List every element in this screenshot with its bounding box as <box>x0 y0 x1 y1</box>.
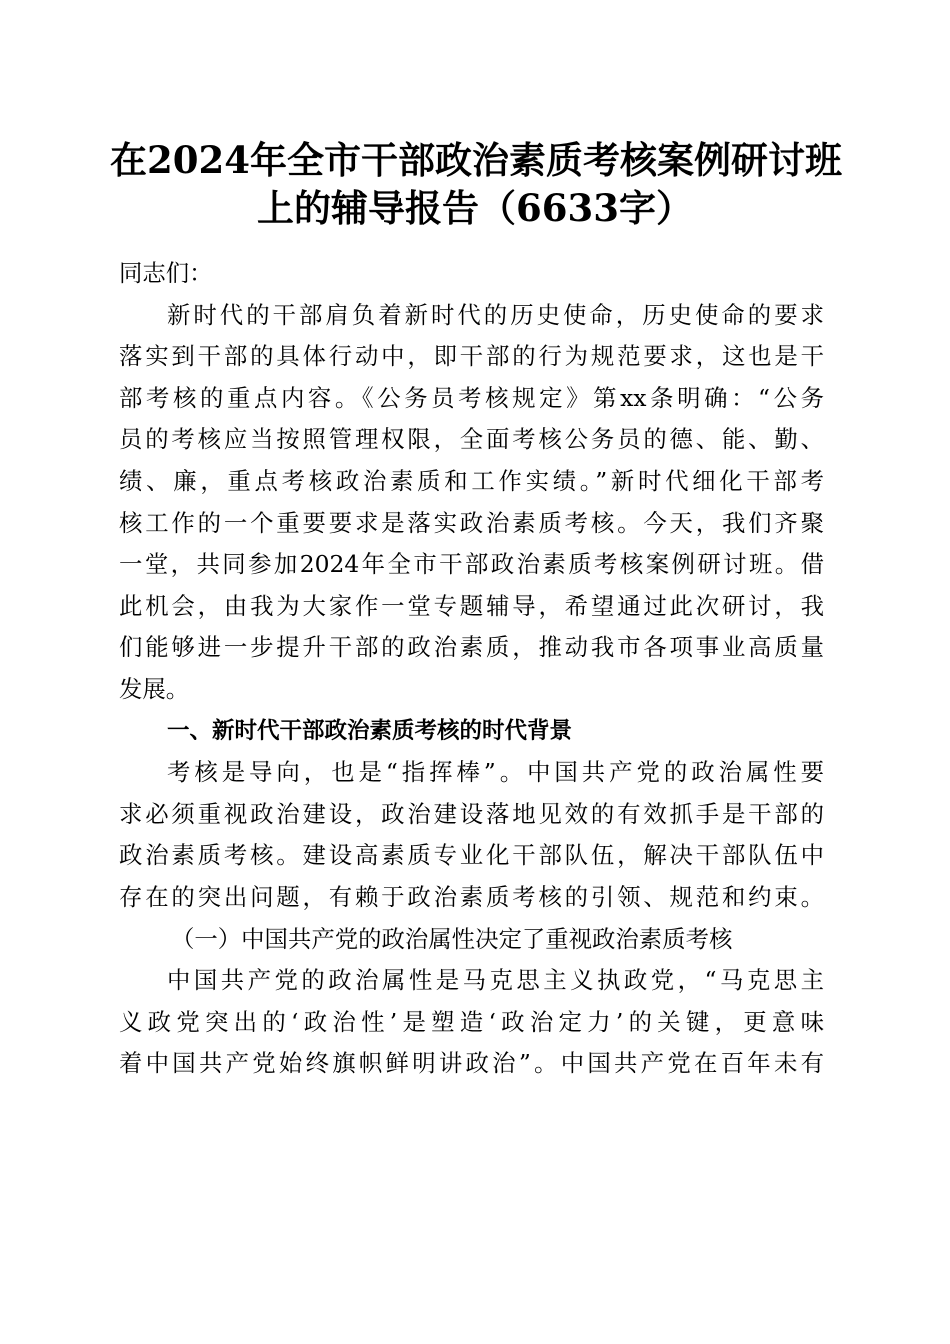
paragraph-line: 一堂，共同参加2024年全市干部政治素质考核案例研讨班。借 <box>119 550 824 579</box>
paragraph-line: 存在的突出问题，有赖于政治素质考核的引领、规范和约束。 <box>119 882 824 911</box>
paragraph-line: 绩、廉，重点考核政治素质和工作实绩。”新时代细化干部考 <box>119 466 824 495</box>
paragraph-2 <box>119 752 824 918</box>
paragraph-line: 们能够进一步提升干部的政治素质，推动我市各项事业高质量 <box>119 633 824 662</box>
paragraph-line: 考核是导向，也是“指挥棒”。中国共产党的政治属性要 <box>167 758 824 787</box>
paragraph-line: 中国共产党的政治属性是马克思主义执政党，“马克思主 <box>167 966 824 995</box>
paragraph-1 <box>119 295 824 711</box>
paragraph-3 <box>119 960 824 1085</box>
title-line-2: 上的辅导报告（6633字） <box>257 186 693 230</box>
paragraph-line: 员的考核应当按照管理权限，全面考核公务员的德、能、勤、 <box>119 425 824 454</box>
paragraph-line: 新时代的干部肩负着新时代的历史使命，历史使命的要求 <box>167 300 824 329</box>
paragraph-line: 发展。 <box>119 674 190 703</box>
title-line-1: 在2024年全市干部政治素质考核案例研讨班 <box>110 138 842 182</box>
section-heading-1: 一、新时代干部政治素质考核的时代背景 <box>167 717 573 744</box>
salutation: 同志们： <box>119 259 213 287</box>
document-body <box>119 253 824 1085</box>
paragraph-line: 着中国共产党始终旗帜鲜明讲政治”。中国共产党在百年未有 <box>119 1049 824 1078</box>
paragraph-line: 部考核的重点内容。《公务员考核规定》第xx条明确：“公务 <box>119 383 824 412</box>
subsection-heading-1: （一）中国共产党的政治属性决定了重视政治素质考核 <box>171 924 733 953</box>
paragraph-line: 义政党突出的‘政治性’是塑造‘政治定力’的关键，更意味 <box>119 1007 824 1036</box>
paragraph-line: 落实到干部的具体行动中，即干部的行为规范要求，这也是干 <box>119 342 824 371</box>
paragraph-line: 政治素质考核。建设高素质专业化干部队伍，解决干部队伍中 <box>119 841 824 870</box>
paragraph-line: 核工作的一个重要要求是落实政治素质考核。今天，我们齐聚 <box>119 508 824 537</box>
paragraph-line: 此机会，由我为大家作一堂专题辅导，希望通过此次研讨，我 <box>119 591 824 620</box>
document-title <box>110 136 840 232</box>
paragraph-line: 求必须重视政治建设，政治建设落地见效的有效抓手是干部的 <box>119 799 824 828</box>
